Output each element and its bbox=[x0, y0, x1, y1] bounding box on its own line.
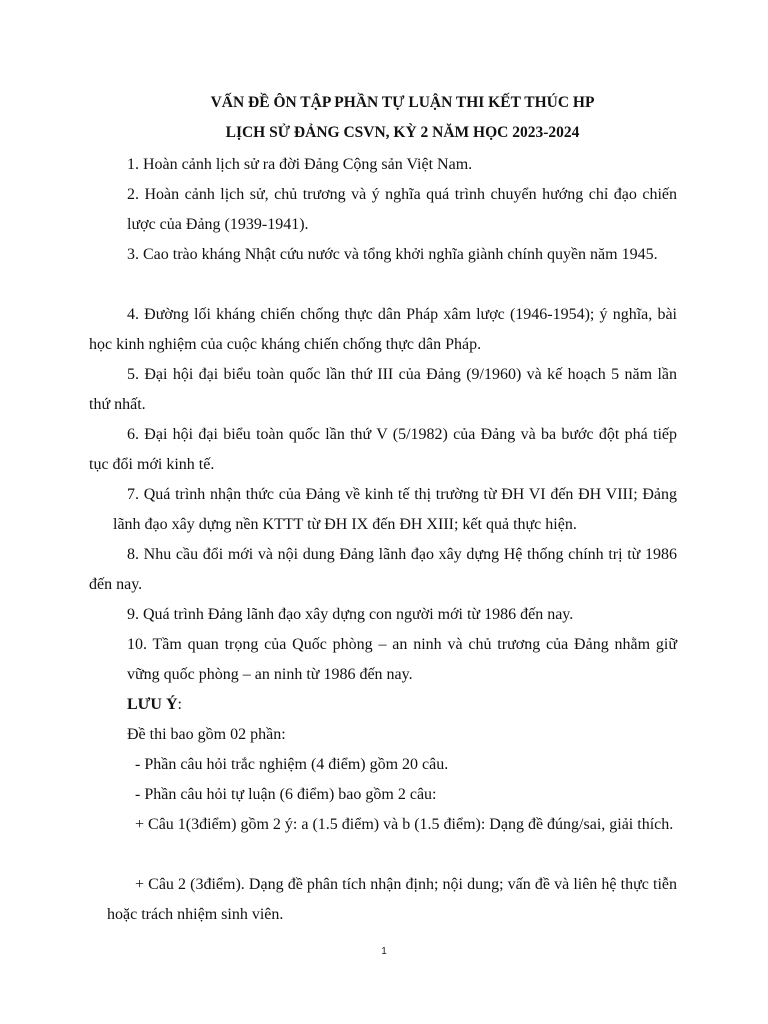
question-item-7: 7. Quá trình nhận thức của Đảng về kinh tế thị trường từ ĐH VI đến ĐH VIII; Đảng lãnh đạo xây dựng nền KTTT từ ĐH IX đến ĐH XIII; kết quả thực hiện. bbox=[113, 486, 677, 533]
question-item-10: 10. Tầm quan trọng của Quốc phòng – an ninh và chủ trương của Đảng nhằm giữ vững quốc phòng – an ninh từ 1986 đến nay. bbox=[127, 636, 677, 683]
question-item-5: 5. Đại hội đại biểu toàn quốc lần thứ III của Đảng (9/1960) và kế hoạch 5 năm lần thứ nhất. bbox=[89, 366, 677, 413]
exam-part-1: - Phần câu hỏi trắc nghiệm (4 điểm) gồm 20 câu. bbox=[135, 756, 449, 773]
question-item-2: 2. Hoàn cảnh lịch sử, chủ trương và ý nghĩa quá trình chuyển hướng chỉ đạo chiến lược của Đảng (1939-1941). bbox=[127, 186, 677, 233]
question-item-3: 3. Cao trào kháng Nhật cứu nước và tổng khởi nghĩa giành chính quyền năm 1945. bbox=[127, 246, 658, 263]
document-title-line-2: LỊCH SỬ ĐẢNG CSVN, KỲ 2 NĂM HỌC 2023-2024 bbox=[225, 124, 580, 141]
exam-part-2: - Phần câu hỏi tự luận (6 điểm) bao gồm 2 câu: bbox=[135, 786, 437, 803]
note-label: LƯU Ý bbox=[127, 696, 178, 713]
question-item-9: 9. Quá trình Đảng lãnh đạo xây dựng con người mới từ 1986 đến nay. bbox=[127, 606, 574, 623]
note-heading bbox=[127, 690, 677, 720]
question-item-6: 6. Đại hội đại biểu toàn quốc lần thứ V (5/1982) của Đảng và ba bước đột phá tiếp tục đổi mới kinh tế. bbox=[89, 426, 677, 473]
page-number: 1 bbox=[381, 946, 387, 957]
exam-structure-intro: Đề thi bao gồm 02 phần: bbox=[127, 726, 286, 743]
exam-question-2-format: + Câu 2 (3điểm). Dạng đề phân tích nhận định; nội dung; vấn đề và liên hệ thực tiễn hoặc trách nhiệm sinh viên. bbox=[107, 876, 677, 923]
question-item-8: 8. Nhu cầu đổi mới và nội dung Đảng lãnh đạo xây dựng Hệ thống chính trị từ 1986 đến nay. bbox=[89, 546, 677, 593]
question-item-1: 1. Hoàn cảnh lịch sử ra đời Đảng Cộng sản Việt Nam. bbox=[127, 156, 473, 173]
question-item-4: 4. Đường lối kháng chiến chống thực dân Pháp xâm lược (1946-1954); ý nghĩa, bài học kinh nghiệm của cuộc kháng chiến chống thực dân Pháp. bbox=[89, 306, 677, 353]
exam-question-1-format: + Câu 1(3điểm) gồm 2 ý: a (1.5 điểm) và b (1.5 điểm): Dạng đề đúng/sai, giải thích. bbox=[135, 816, 674, 833]
document-title-line-1: VẤN ĐỀ ÔN TẬP PHẦN TỰ LUẬN THI KẾT THÚC HP bbox=[210, 94, 595, 111]
note-colon: : bbox=[177, 696, 182, 713]
